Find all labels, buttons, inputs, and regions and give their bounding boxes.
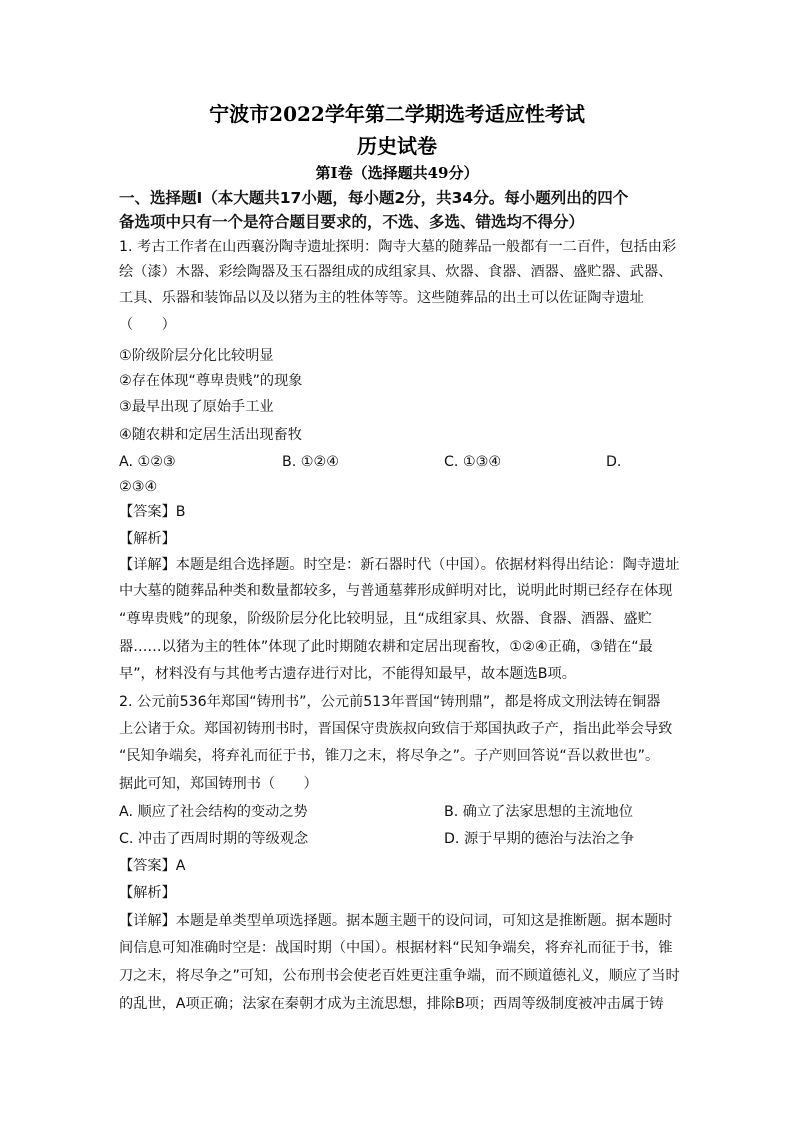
q1-option-d: D.: [606, 454, 622, 470]
q1-option-c: C. ①③④: [444, 454, 502, 470]
q1-stem-line: 绘（漆）木器、彩绘陶器及玉石器组成的成组家具、炊器、食器、酒器、盛贮器、武器、: [119, 264, 673, 280]
q2-detail-line: 刀之末，将尽争之”可知，公布刑书会使老百姓更注重争端，而不顾道德礼义，顺应了当时: [119, 968, 680, 984]
q2-answer: 【答案】A: [119, 858, 186, 874]
q1-answer: 【答案】B: [119, 504, 186, 520]
q1-item: ③最早出现了原始手工业: [119, 399, 274, 415]
q1-detail-line: 中大墓的随葬品种类和数量都较多，与普通墓葬形成鲜明对比，说明此时期已经存在体现: [119, 583, 673, 599]
q2-detail-line: 的乱世，A项正确；法家在秦朝才成为主流思想，排除B项；西周等级制度被冲击属于铸: [119, 996, 664, 1012]
q1-option-d-text: ②③④: [119, 479, 158, 495]
q2-stem-line: 2. 公元前536年郑国“铸刑书”，公元前513年晋国“铸刑鼎”，都是将成文刑法铸在铜器: [119, 694, 661, 710]
q2-option-a: A. 顺应了社会结构的变动之势: [119, 804, 308, 820]
q2-detail-line: 【详解】本题是单类型单项选择题。据本题主题干的设问词，可知这是推断题。据本题时: [119, 913, 673, 929]
section-heading: 第I卷（选择题共49分）: [315, 164, 479, 182]
q2-option-b: B. 确立了法家思想的主流地位: [444, 804, 634, 820]
q1-detail-line: 早”，材料没有与其他考古遗存进行对比，不能得知最早，故本题选B项。: [119, 666, 576, 682]
q2-option-d: D. 源于早期的德治与法治之争: [444, 831, 635, 847]
q1-option-a: A. ①②③: [119, 454, 176, 470]
exam-title: 宁波市2022学年第二学期选考适应性考试: [209, 102, 585, 126]
q2-detail-line: 间信息可知准确时空是：战国时期（中国）。根据材料“民知争端矣，将弃礼而征于书，锥: [119, 940, 673, 956]
q2-stem-line: 据此可知，郑国铸刑书（ ）: [119, 776, 318, 792]
instructions-line: 一、选择题I（本大题共17小题，每小题2分，共34分。每小题列出的四个: [119, 189, 629, 207]
q1-stem-line: （ ）: [119, 317, 176, 333]
q1-item: ②存在体现“尊卑贵贱”的现象: [119, 373, 303, 389]
exam-subtitle: 历史试卷: [357, 134, 437, 158]
q1-item: ④随农耕和定居生活出现畜牧: [119, 427, 302, 443]
q1-stem-line: 1. 考古工作者在山西襄汾陶寺遗址探明：陶寺大墓的随葬品一般都有一二百件，包括由彩: [119, 239, 677, 255]
instructions-line: 备选项中只有一个是符合题目要求的，不选、多选、错选均不得分）: [119, 213, 585, 231]
q1-item: ①阶级阶层分化比较明显: [119, 348, 274, 364]
q2-stem-line: “民知争端矣，将弃礼而征于书，锥刀之末，将尽争之”。子产则回答说“吾以救世也”。: [119, 748, 660, 764]
q2-stem-line: 上公诸于众。郑国初铸刑书时，晋国保守贵族叔向致信于郑国执政子产，指出此举会导致: [119, 721, 673, 737]
q2-analysis-label: 【解析】: [119, 885, 176, 901]
q1-detail-line: 【详解】本题是组合选择题。时空是：新石器时代（中国）。依据材料得出结论：陶寺遗址: [119, 557, 680, 573]
q1-detail-line: 器……以猪为主的牲体”体现了此时期随农耕和定居出现畜牧，①②④正确，③错在“最: [119, 639, 653, 655]
q1-stem-line: 工具、乐器和装饰品以及以猪为主的牲体等等。这些随葬品的出土可以佐证陶寺遗址: [119, 290, 644, 306]
q1-option-b: B. ①②④: [282, 454, 339, 470]
q1-detail-line: “尊卑贵贱”的现象，阶级阶层分化比较明显，且“成组家具、炊器、食器、酒器、盛贮: [119, 611, 652, 627]
q2-option-c: C. 冲击了西周时期的等级观念: [119, 831, 309, 847]
q1-analysis-label: 【解析】: [119, 531, 176, 547]
